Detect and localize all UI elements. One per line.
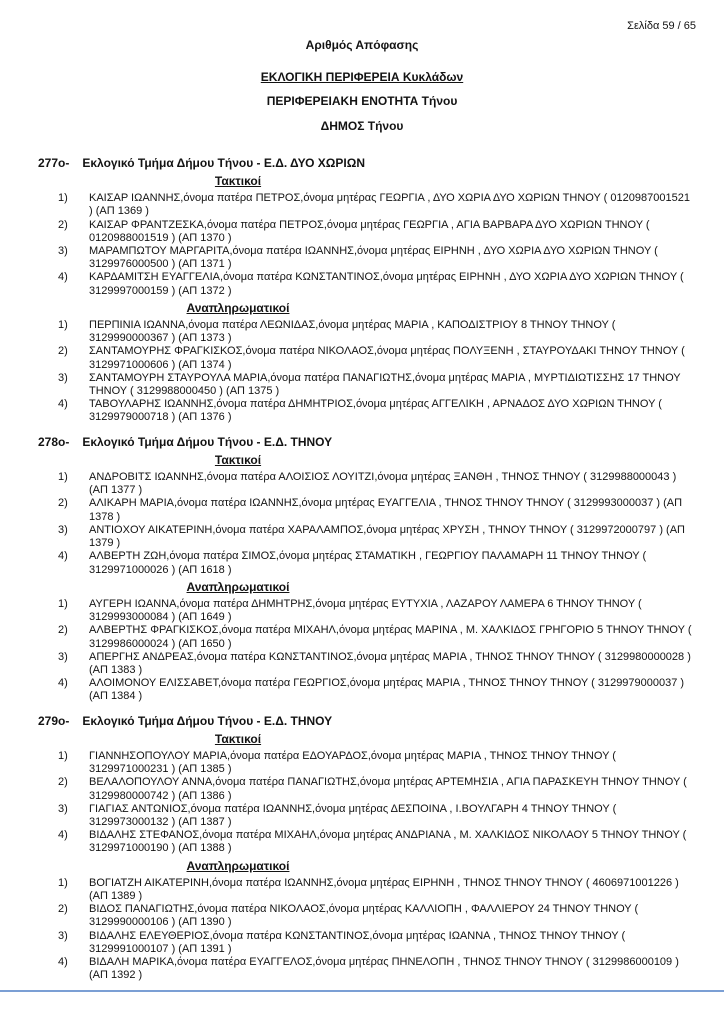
list-item xyxy=(0,750,696,776)
item-text: ΣΑΝΤΑΜΟΥΡΗΣ ΦΡΑΓΚΙΣΚΟΣ,όνομα πατέρα ΝΙΚΟΛΑΟΣ,όνομα μητέρας ΠΟΛΥΞΕΝΗ , ΣΤΑΥΡΟΥΔΑΚΙ ΤΗΝΟΥ ΤΗΝΟΥ ( 3129971000606 ) (ΑΠ 1374 ) xyxy=(89,345,685,371)
section-278 xyxy=(0,436,696,704)
item-number: 3) xyxy=(58,929,68,942)
regular-members-label: Τακτικοί xyxy=(214,731,262,746)
item-text: ΑΛΒΕΡΤΗ ΖΩΗ,όνομα πατέρα ΣΙΜΟΣ,όνομα μητέρας ΣΤΑΜΑΤΙΚΗ , ΓΕΩΡΓΙΟΥ ΠΑΛΑΜΑΡΗ 11 ΤΗΝΟΥ ΤΗΝΟΥ ( 3129971000026 ) (ΑΠ 1618 ) xyxy=(89,550,647,576)
item-text: ΤΑΒΟΥΛΑΡΗΣ ΙΩΑΝΝΗΣ,όνομα πατέρα ΔΗΜΗΤΡΙΟΣ,όνομα μητέρας ΑΓΓΕΛΙΚΗ , ΑΡΝΑΔΟΣ ΔΥΟ ΧΩΡΙΩΝ ΤΗΝΟΥ ( 3129979000718 ) (ΑΠ 1376 ) xyxy=(89,398,662,424)
list-item xyxy=(0,903,696,929)
item-number: 3) xyxy=(58,802,68,815)
item-text: ΜΑΡΑΜΠΩΤΟΥ ΜΑΡΓΑΡΙΤΑ,όνομα πατέρα ΙΩΑΝΝΗΣ,όνομα μητέρας ΕΙΡΗΝΗ , ΔΥΟ ΧΩΡΙΑ ΔΥΟ ΧΩΡΙΩΝ ΤΗΝΟΥ ( 3129976000500 ) (ΑΠ 1371 ) xyxy=(89,245,658,271)
section-number: 277ο- xyxy=(38,155,70,170)
list-item xyxy=(0,776,696,802)
list-item xyxy=(0,398,696,424)
item-number: 4) xyxy=(58,398,68,411)
section-279 xyxy=(0,715,696,983)
item-number: 1) xyxy=(58,192,68,205)
item-text: ΒΕΛΑΛΟΠΟΥΛΟΥ ΑΝΝΑ,όνομα πατέρα ΠΑΝΑΓΙΩΤΗΣ,όνομα μητέρας ΑΡΤΕΜΗΣΙΑ , ΑΓΙΑ ΠΑΡΑΣΚΕΥΗ ΤΗΝΟΥ ΤΗΝΟΥ ( 3129980000742 ) (ΑΠ 1386 ) xyxy=(89,776,687,802)
item-number: 1) xyxy=(58,876,68,889)
item-text: ΣΑΝΤΑΜΟΥΡΗ ΣΤΑΥΡΟΥΛΑ ΜΑΡΙΑ,όνομα πατέρα ΠΑΝΑΓΙΩΤΗΣ,όνομα μητέρας ΜΑΡΙΑ , ΜΥΡΤΙΔΙΩΤΙΣΣΗΣ 17 ΤΗΝΟΥ ΤΗΝΟΥ ( 3129988000450 ) (ΑΠ 1375 ) xyxy=(89,371,681,398)
item-number: 3) xyxy=(58,650,68,663)
item-number: 2) xyxy=(58,624,68,637)
substitute-members-label: Αναπληρωματικοί xyxy=(186,579,290,594)
list-item xyxy=(0,677,696,703)
section-heading xyxy=(0,436,696,449)
section-277 xyxy=(0,157,696,425)
regular-members-label: Τακτικοί xyxy=(214,452,262,467)
sections-container xyxy=(0,144,724,983)
item-text: ΓΙΑΝΝΗΣΟΠΟΥΛΟΥ ΜΑΡΙΑ,όνομα πατέρα ΕΔΟΥΑΡΔΟΣ,όνομα μητέρας ΜΑΡΙΑ , ΤΗΝΟΣ ΤΗΝΟΥ ΤΗΝΟΥ ( 3129971000231 ) (ΑΠ 1385 ) xyxy=(89,749,616,776)
item-number: 4) xyxy=(58,550,68,563)
substitute-members-label: Αναπληρωματικοί xyxy=(186,300,290,315)
section-number: 278ο- xyxy=(38,434,70,449)
list-item xyxy=(0,245,696,271)
item-text: ΒΙΔΟΣ ΠΑΝΑΓΙΩΤΗΣ,όνομα πατέρα ΝΙΚΟΛΑΟΣ,όνομα μητέρας ΚΑΛΛΙΟΠΗ , ΦΑΛΛΙΕΡΟΥ 24 ΤΗΝΟΥ ΤΗΝΟΥ ( 3129990000106 ) (ΑΠ 1390 ) xyxy=(89,903,639,929)
item-text: ΑΥΓΕΡΗ ΙΩΑΝΝΑ,όνομα πατέρα ΔΗΜΗΤΡΗΣ,όνομα μητέρας ΕΥΤΥΧΙΑ , ΛΑΖΑΡΟΥ ΛΑΜΕΡΑ 6 ΤΗΝΟΥ ΤΗΝΟΥ ( 3129993000084 ) (ΑΠ 1649 ) xyxy=(89,597,642,624)
item-number: 4) xyxy=(58,271,68,284)
section-heading xyxy=(0,157,696,170)
item-number: 4) xyxy=(58,955,68,968)
list-item xyxy=(0,877,696,903)
item-text: ΑΝΤΙΟΧΟΥ ΑΙΚΑΤΕΡΙΝΗ,όνομα πατέρα ΧΑΡΑΛΑΜΠΟΣ,όνομα μητέρας ΧΡΥΣΗ , ΤΗΝΟΥ ΤΗΝΟΥ ( 3129972000797 ) (ΑΠ 1379 ) xyxy=(89,523,685,550)
item-text: ΑΛΙΚΑΡΗ ΜΑΡΙΑ,όνομα πατέρα ΙΩΑΝΝΗΣ,όνομα μητέρας ΕΥΑΓΓΕΛΙΑ , ΤΗΝΟΣ ΤΗΝΟΥ ΤΗΝΟΥ ( 3129993000037 ) (ΑΠ 1378 ) xyxy=(89,497,683,523)
item-text: ΚΑΡΔΑΜΙΤΣΗ ΕΥΑΓΓΕΛΙΑ,όνομα πατέρα ΚΩΝΣΤΑΝΤΙΝΟΣ,όνομα μητέρας ΕΙΡΗΝΗ , ΔΥΟ ΧΩΡΙΑ ΔΥΟ ΧΩΡΙΩΝ ΤΗΝΟΥ ( 3129997000159 ) (ΑΠ 1372 ) xyxy=(89,271,684,297)
substitute-members-list xyxy=(0,598,696,704)
electoral-region-title: ΕΚΛΟΓΙΚΗ ΠΕΡΙΦΕΡΕΙΑ Κυκλάδων xyxy=(260,70,464,85)
regular-members-list xyxy=(0,192,696,298)
item-text: ΒΙΔΑΛΗ ΜΑΡΙΚΑ,όνομα πατέρα ΕΥΑΓΓΕΛΟΣ,όνομα μητέρας ΠΗΝΕΛΟΠΗ , ΤΗΝΟΣ ΤΗΝΟΥ ΤΗΝΟΥ ( 3129986000109 ) (ΑΠ 1392 ) xyxy=(89,955,679,982)
section-heading xyxy=(0,715,696,728)
item-text: ΒΙΔΑΛΗΣ ΣΤΕΦΑΝΟΣ,όνομα πατέρα ΜΙΧΑΗΛ,όνομα μητέρας ΑΝΔΡΙΑΝΑ , Μ. ΧΑΛΚΙΔΟΣ ΝΙΚΟΛΑΟΥ 5 ΤΗΝΟΥ ΤΗΝΟΥ ( 3129971000190 ) (ΑΠ 1388 ) xyxy=(89,829,687,855)
item-text: ΑΠΕΡΓΗΣ ΑΝΔΡΕΑΣ,όνομα πατέρα ΚΩΝΣΤΑΝΤΙΝΟΣ,όνομα μητέρας ΜΑΡΙΑ , ΤΗΝΟΣ ΤΗΝΟΥ ΤΗΝΟΥ ( 3129980000028 ) (ΑΠ 1383 ) xyxy=(89,650,691,676)
document-header xyxy=(0,0,724,133)
item-number: 2) xyxy=(58,345,68,358)
item-number: 2) xyxy=(58,497,68,510)
item-number: 1) xyxy=(58,749,68,762)
footer-rule xyxy=(0,990,724,992)
list-item xyxy=(0,497,696,523)
item-number: 3) xyxy=(58,245,68,258)
item-text: ΚΑΙΣΑΡ ΙΩΑΝΝΗΣ,όνομα πατέρα ΠΕΤΡΟΣ,όνομα μητέρας ΓΕΩΡΓΙΑ , ΔΥΟ ΧΩΡΙΑ ΔΥΟ ΧΩΡΙΩΝ ΤΗΝΟΥ ( 0120987001521 ) (ΑΠ 1369 ) xyxy=(89,192,690,218)
list-item xyxy=(0,192,696,218)
regular-members-list xyxy=(0,471,696,577)
list-item xyxy=(0,219,696,245)
section-title: Εκλογικό Τμήμα Δήμου Τήνου - Ε.Δ. ΤΗΝΟΥ xyxy=(82,713,333,728)
substitute-members-list xyxy=(0,877,696,983)
list-item xyxy=(0,271,696,297)
list-item xyxy=(0,471,696,497)
list-item xyxy=(0,803,696,829)
regular-members-list xyxy=(0,750,696,856)
decision-number-title: Αριθμός Απόφασης xyxy=(305,38,419,52)
item-text: ΓΙΑΓΙΑΣ ΑΝΤΩΝΙΟΣ,όνομα πατέρα ΙΩΑΝΝΗΣ,όνομα μητέρας ΔΕΣΠΟΙΝΑ , Ι.ΒΟΥΛΓΑΡΗ 4 ΤΗΝΟΥ ΤΗΝΟΥ ( 3129973000132 ) (ΑΠ 1387 ) xyxy=(89,802,617,828)
list-item xyxy=(0,651,696,677)
list-item xyxy=(0,930,696,956)
substitute-members-list xyxy=(0,319,696,425)
item-number: 3) xyxy=(58,523,68,536)
list-item xyxy=(0,550,696,576)
item-number: 4) xyxy=(58,829,68,842)
section-title: Εκλογικό Τμήμα Δήμου Τήνου - Ε.Δ. ΤΗΝΟΥ xyxy=(82,434,333,449)
item-text: ΒΟΓΙΑΤΖΗ ΑΙΚΑΤΕΡΙΝΗ,όνομα πατέρα ΙΩΑΝΝΗΣ,όνομα μητέρας ΕΙΡΗΝΗ , ΤΗΝΟΣ ΤΗΝΟΥ ΤΗΝΟΥ ( 4606971001226 ) (ΑΠ 1389 ) xyxy=(89,876,679,902)
list-item xyxy=(0,524,696,550)
item-text: ΑΛΟΙΜΟΝΟΥ ΕΛΙΣΣΑΒΕΤ,όνομα πατέρα ΓΕΩΡΓΙΟΣ,όνομα μητέρας ΜΑΡΙΑ , ΤΗΝΟΣ ΤΗΝΟΥ ΤΗΝΟΥ ( 3129979000037 ) (ΑΠ 1384 ) xyxy=(89,677,685,703)
item-number: 3) xyxy=(58,371,68,384)
item-number: 4) xyxy=(58,677,68,690)
item-number: 2) xyxy=(58,776,68,789)
list-item xyxy=(0,829,696,855)
item-number: 1) xyxy=(58,597,68,610)
regular-members-label: Τακτικοί xyxy=(214,174,262,189)
section-title: Εκλογικό Τμήμα Δήμου Τήνου - Ε.Δ. ΔΥΟ ΧΩΡΙΩΝ xyxy=(82,155,366,170)
item-text: ΚΑΙΣΑΡ ΦΡΑΝΤΖΕΣΚΑ,όνομα πατέρα ΠΕΤΡΟΣ,όνομα μητέρας ΓΕΩΡΓΙΑ , ΑΓΙΑ ΒΑΡΒΑΡΑ ΔΥΟ ΧΩΡΙΩΝ ΤΗΝΟΥ ( 0120988001519 ) (ΑΠ 1370 ) xyxy=(89,218,650,244)
regional-unit-title: ΠΕΡΙΦΕΡΕΙΑΚΗ ΕΝΟΤΗΤΑ Τήνου xyxy=(266,94,458,109)
municipality-title: ΔΗΜΟΣ Τήνου xyxy=(320,118,404,133)
item-text: ΑΛΒΕΡΤΗΣ ΦΡΑΓΚΙΣΚΟΣ,όνομα πατέρα ΜΙΧΑΗΛ,όνομα μητέρας ΜΑΡΙΝΑ , Μ. ΧΑΛΚΙΔΟΣ ΓΡΗΓΟΡΙΟ 5 ΤΗΝΟΥ ΤΗΝΟΥ ( 3129986000024 ) (ΑΠ 1650 ) xyxy=(89,624,692,650)
page-number: Σελίδα 59 / 65 xyxy=(627,20,696,32)
substitute-members-label: Αναπληρωματικοί xyxy=(186,858,290,873)
item-number: 2) xyxy=(58,218,68,231)
item-number: 1) xyxy=(58,471,68,484)
list-item xyxy=(0,345,696,371)
item-text: ΠΕΡΠΙΝΙΑ ΙΩΑΝΝΑ,όνομα πατέρα ΛΕΩΝΙΔΑΣ,όνομα μητέρας ΜΑΡΙΑ , ΚΑΠΟΔΙΣΤΡΙΟΥ 8 ΤΗΝΟΥ ΤΗΝΟΥ ( 3129990000367 ) (ΑΠ 1373 ) xyxy=(89,319,616,345)
item-number: 2) xyxy=(58,903,68,916)
list-item xyxy=(0,598,696,624)
list-item xyxy=(0,319,696,345)
item-number: 1) xyxy=(58,319,68,332)
list-item xyxy=(0,956,696,982)
list-item xyxy=(0,372,696,398)
section-number: 279ο- xyxy=(38,713,70,728)
item-text: ΑΝΔΡΟΒΙΤΣ ΙΩΑΝΝΗΣ,όνομα πατέρα ΑΛΟΙΣΙΟΣ ΛΟΥΙΤΖΙ,όνομα μητέρας ΞΑΝΘΗ , ΤΗΝΟΣ ΤΗΝΟΥ ( 3129988000043 ) (ΑΠ 1377 ) xyxy=(89,471,677,497)
item-text: ΒΙΔΑΛΗΣ ΕΛΕΥΘΕΡΙΟΣ,όνομα πατέρα ΚΩΝΣΤΑΝΤΙΝΟΣ,όνομα μητέρας ΙΩΑΝΝΑ , ΤΗΝΟΣ ΤΗΝΟΥ ΤΗΝΟΥ ( 3129991000107 ) (ΑΠ 1391 ) xyxy=(89,929,626,955)
list-item xyxy=(0,624,696,650)
